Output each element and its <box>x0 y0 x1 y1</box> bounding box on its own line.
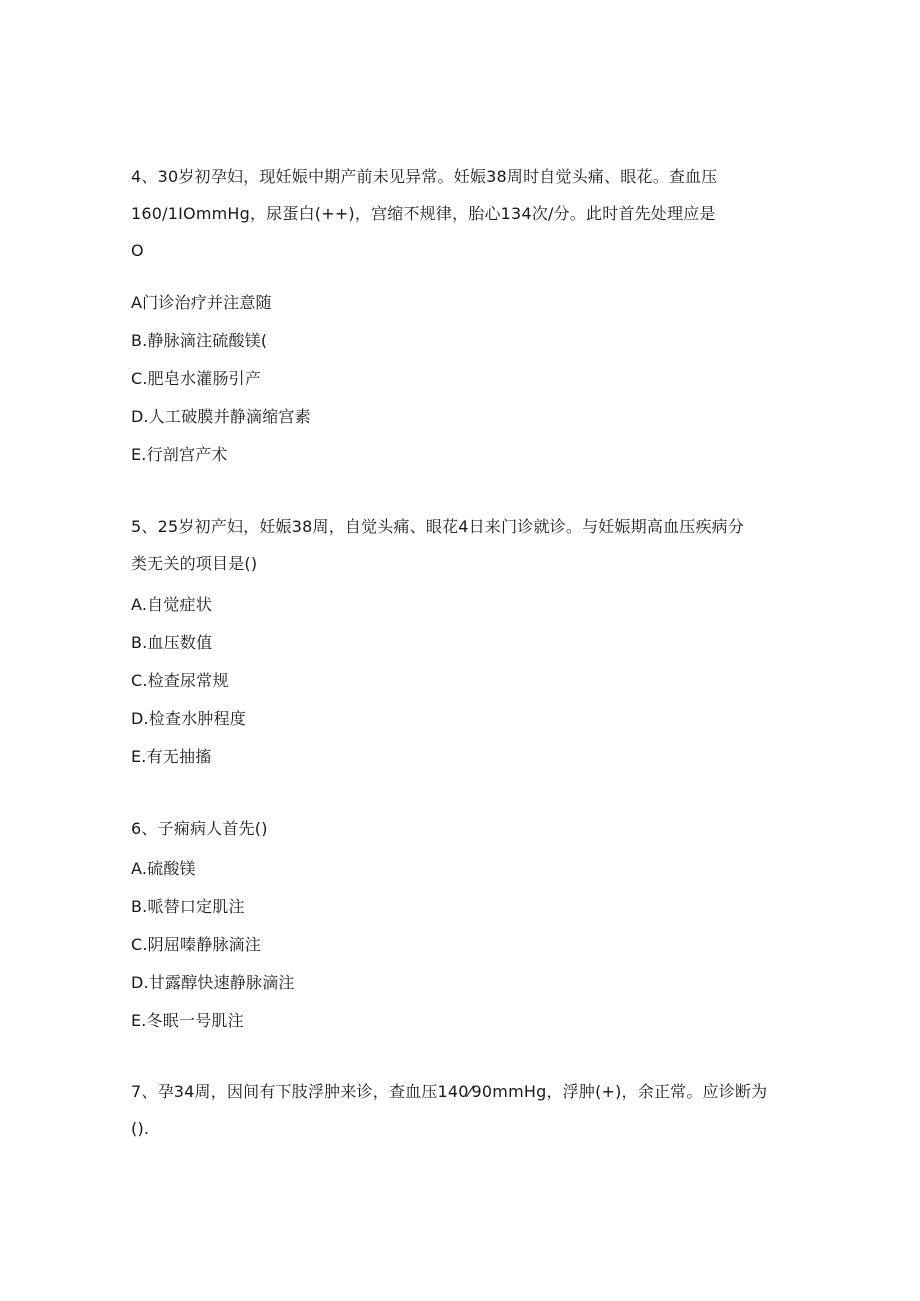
question-4-option-e: E.行剖宫产术 <box>131 445 228 464</box>
question-5-option-c: C.检查尿常规 <box>131 671 229 690</box>
question-6-stem-line-1: 6、子痫病人首先() <box>131 819 268 838</box>
question-5-option-a: A.自觉症状 <box>131 595 212 614</box>
question-4-stem-line-3: O <box>131 241 144 260</box>
question-7-stem-line-1: 7、孕34周，因间有下肢浮肿来诊，查血压140⁄90mmHg，浮肿(+)，余正常。应诊断为 <box>131 1082 768 1101</box>
question-6-option-e: E.冬眠一号肌注 <box>131 1011 244 1030</box>
question-6-option-d: D.甘露醇快速静脉滴注 <box>131 973 295 992</box>
question-4-stem-line-1: 4、30岁初孕妇，现妊娠中期产前未见异常。妊娠38周时自觉头痛、眼花。查血压 <box>131 167 718 186</box>
question-4-option-c: C.肥皂水灌肠引产 <box>131 369 262 388</box>
question-6-option-a: A.硫酸镁 <box>131 859 196 878</box>
question-5-option-d: D.检查水肿程度 <box>131 709 247 728</box>
question-4-stem-line-2: 160/1IOmmHg，尿蛋白(++)，宫缩不规律，胎心134次/分。此时首先处理应是 <box>131 204 716 223</box>
question-7-stem-line-2: (). <box>131 1119 150 1138</box>
question-6-option-b: B.哌替口定肌注 <box>131 897 245 916</box>
question-5-option-e: E.有无抽搐 <box>131 747 212 766</box>
question-4-option-b: B.静脉滴注硫酸镁( <box>131 331 268 350</box>
question-6-option-c: C.阴屈嗪静脉滴注 <box>131 935 262 954</box>
question-4-option-a: A门诊治疗并注意随 <box>131 293 272 312</box>
question-4-option-d: D.人工破膜并静滴缩宫素 <box>131 407 311 426</box>
question-5-stem-line-1: 5、25岁初产妇，妊娠38周，自觉头痛、眼花4日来门诊就诊。与妊娠期高血压疾病分 <box>131 517 745 536</box>
question-5-option-b: B.血压数值 <box>131 633 213 652</box>
question-5-stem-line-2: 类无关的项目是() <box>131 554 258 573</box>
